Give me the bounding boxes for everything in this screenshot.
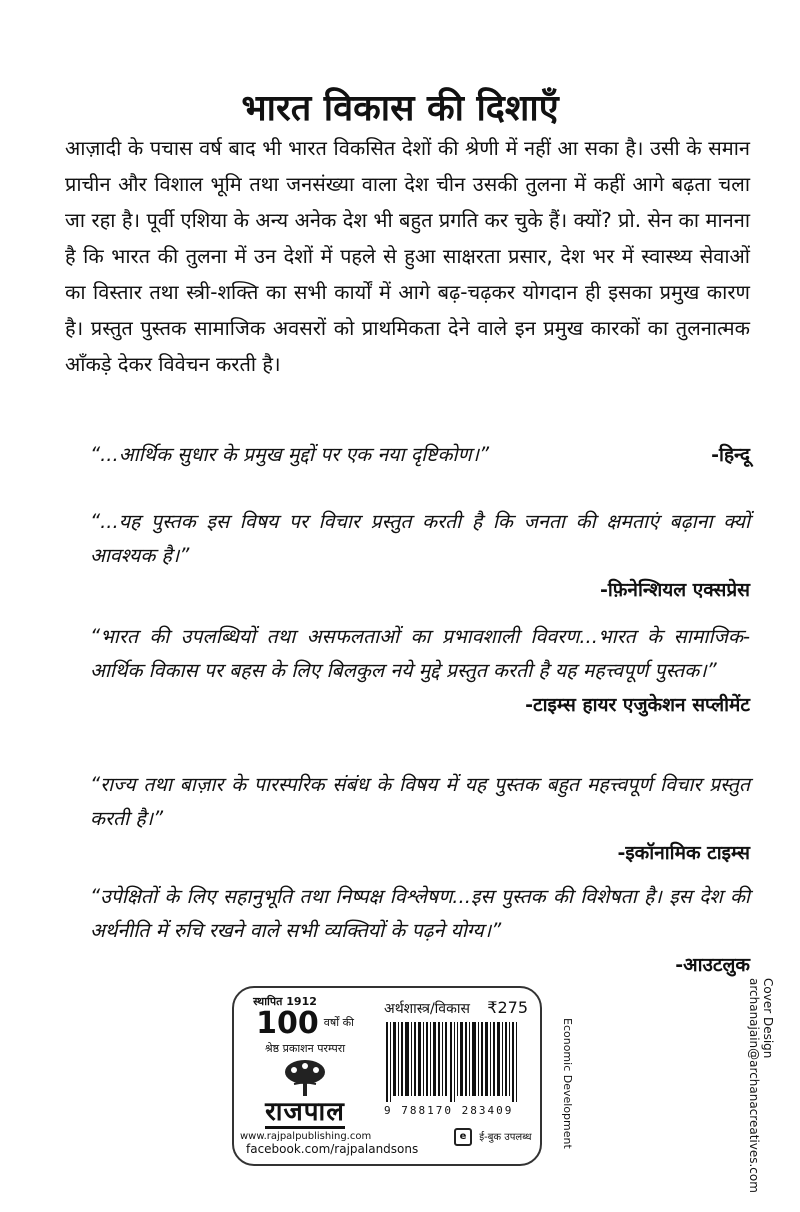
- publisher-barcode-card: [232, 986, 542, 1166]
- review-quote-4: [90, 768, 750, 870]
- review-quote-3: [90, 620, 750, 722]
- publisher-logo: राजपाल: [265, 1097, 345, 1127]
- review-text-1: “...आर्थिक सुधार के प्रमुख मुद्दों पर एक नया दृष्टिकोण।”: [90, 443, 490, 466]
- publisher-facebook[interactable]: facebook.com/rajpalandsons: [246, 1142, 419, 1156]
- barcode-block: [384, 998, 534, 1117]
- review-text-5: “उपेक्षितों के लिए सहानुभूति तथा निष्पक्ष विश्लेषण...इस पुस्तक की विशेषता है। इस देश की अर्थनीति में रुचि रखने वाले सभी व्यक्तियों के पढ़ने योग्य।”: [90, 885, 750, 942]
- publisher-block: [240, 994, 370, 1142]
- review-text-2: “...यह पुस्तक इस विषय पर विचार प्रस्तुत करती है कि जनता की क्षमताएं बढ़ाना क्यों आवश्यक है।”: [90, 510, 750, 567]
- cover-credit-email[interactable]: archanajain@archanacreatives.com: [747, 978, 761, 1193]
- book-description: आज़ादी के पचास वर्ष बाद भी भारत विकसित देशों की श्रेणी में नहीं आ सका है। उसी के समान प्राचीन और विशाल भूमि तथा जनसंख्या वाला देश चीन उसकी तुलना में कहीं आगे बढ़ता चला जा रहा है। पूर्वी एशिया के अन्य अनेक देश भी बहुत प्रगति कर चुके हैं। क्यों? प्रो. सेन का मानना है कि भारत की तुलना में उन देशों में पहले से हुआ साक्षरता प्रसार, देश भर में स्वास्थ्य सेवाओं का विस्तार तथा स्त्री-शक्ति का सभी कार्यों में आगे बढ़-चढ़कर योगदान ही इसका प्रमुख कारण है। प्रस्तुत पुस्तक सामाजिक अवसरों को प्राथमिकता देने वाले इन प्रमुख कारकों का तुलनात्मक आँकड़े देकर विवेचन करती है।: [65, 136, 750, 376]
- publisher-website[interactable]: www.rajpalpublishing.com: [240, 1131, 372, 1142]
- review-text-4: “राज्य तथा बाज़ार के पारस्परिक संबंध के विषय में यह पुस्तक बहुत महत्त्वपूर्ण विचार प्रस्तुत करती है।”: [90, 773, 750, 830]
- cover-credit: [747, 978, 775, 1193]
- publisher-hundred: 100: [256, 1006, 319, 1041]
- cover-credit-title: Cover Design: [761, 978, 775, 1059]
- book-title: भारत विकास की दिशाएँ: [241, 88, 559, 129]
- book-price: ₹275: [487, 998, 528, 1017]
- book-category: अर्थशास्त्र/विकास: [384, 1001, 470, 1017]
- ebook-label: ई-बुक उपलब्ध: [479, 1132, 532, 1143]
- isbn-number: 9 788170 283409: [384, 1104, 514, 1117]
- publisher-years: वर्षों की: [323, 1016, 354, 1029]
- review-source-5: -आउटलुक: [675, 954, 750, 976]
- publisher-established: स्थापित 1912: [253, 995, 317, 1008]
- review-quote-2: [90, 505, 750, 607]
- publisher-tagline: श्रेष्ठ प्रकाशन परम्परा: [264, 1042, 346, 1055]
- tree-icon: [280, 1058, 330, 1098]
- review-text-3: “भारत की उपलब्धियों तथा असफलताओं का प्रभावशाली विवरण...भारत के सामाजिक-आर्थिक विकास पर बहस के लिए बिलकुल नये मुद्दे प्रस्तुत करती है यह महत्त्वपूर्ण पुस्तक।”: [90, 625, 750, 682]
- review-quote-1: [90, 438, 750, 472]
- review-source-2: -फ़िनेन्शियल एक्सप्रेस: [599, 579, 750, 601]
- review-source-4: -इकॉनामिक टाइम्स: [617, 842, 750, 864]
- ebook-available: [454, 1128, 532, 1146]
- ebook-icon: e: [454, 1128, 472, 1146]
- review-source-3: -टाइम्स हायर एजुकेशन सप्लीमेंट: [525, 694, 750, 716]
- subject-label: Economic Development: [561, 1018, 574, 1149]
- barcode-icon: [384, 1022, 524, 1102]
- review-quote-5: [90, 880, 750, 982]
- review-source-1: -हिन्दू: [711, 444, 750, 466]
